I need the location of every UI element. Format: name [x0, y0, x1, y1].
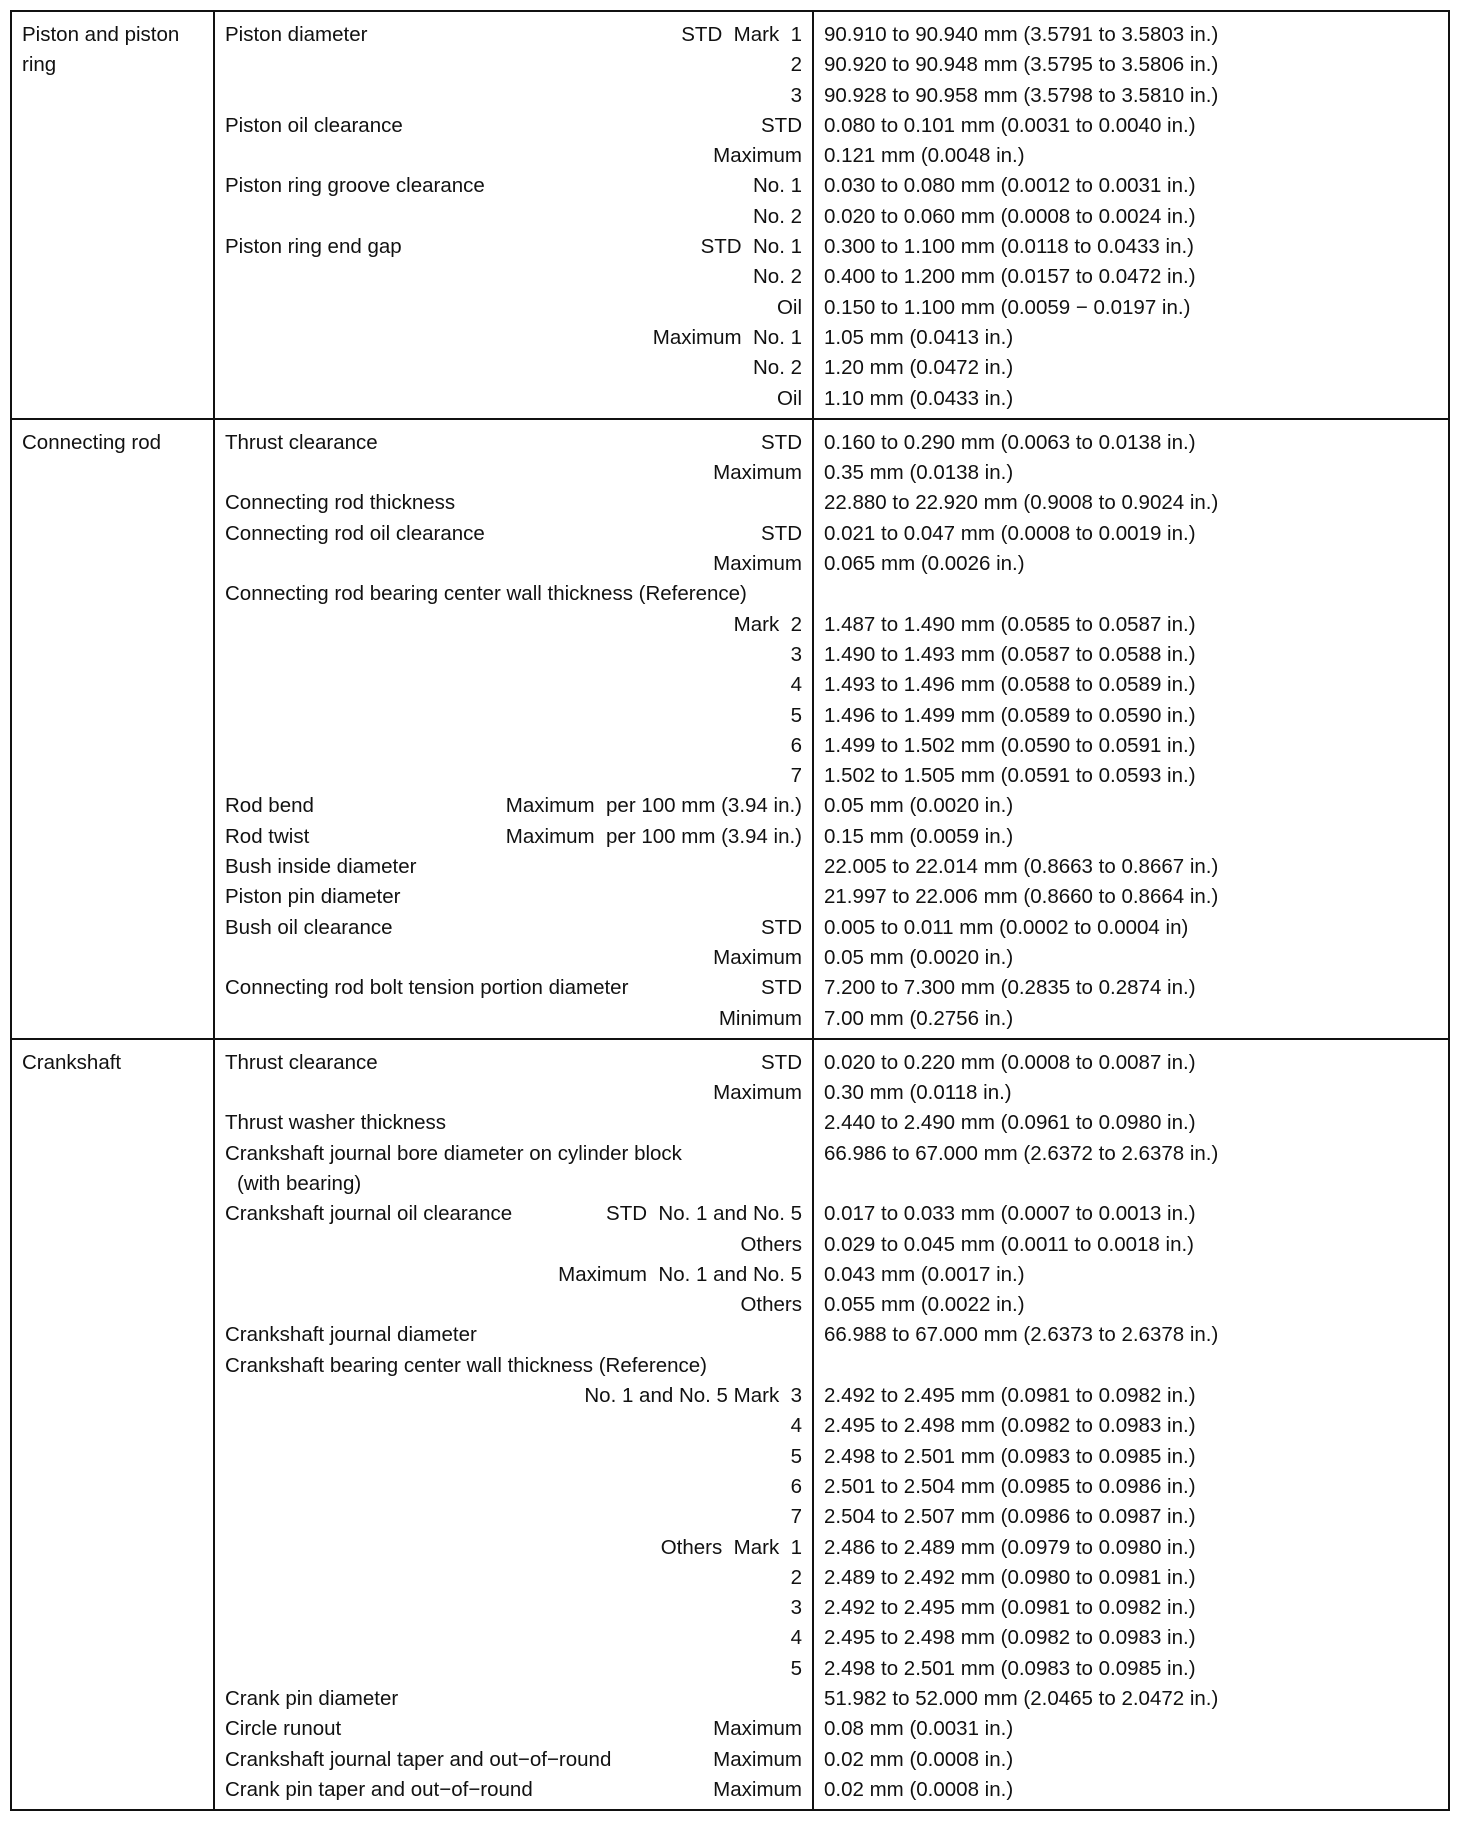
spec-table: [10, 10, 1450, 1811]
spec-value: 0.030 to 0.080 mm (0.0012 to 0.0031 in.): [824, 174, 1196, 198]
condition-label: 4: [790, 1626, 802, 1650]
spec-value: 1.20 mm (0.0472 in.): [824, 356, 1014, 380]
item-label: (with bearing): [237, 1171, 362, 1195]
condition-label: Mark 2: [733, 612, 802, 636]
spec-row: [225, 610, 802, 640]
spec-row: [225, 1199, 802, 1229]
spec-row: [225, 1381, 802, 1411]
spec-row: [225, 1775, 802, 1805]
spec-value: 0.15 mm (0.0059 in.): [824, 824, 1014, 848]
item-label: Circle runout: [225, 1717, 342, 1741]
spec-row: [225, 1714, 802, 1744]
condition-label: STD: [761, 113, 802, 137]
spec-row: [225, 1169, 802, 1199]
item-cell: [214, 419, 813, 1039]
spec-row: [225, 428, 802, 458]
condition-label: Maximum per 100 mm (3.94 in.): [505, 794, 802, 818]
item-label: Crank pin diameter: [225, 1687, 399, 1711]
category-label: Piston and piston ring: [22, 23, 180, 77]
condition-label: No. 1 and No. 5 Mark 3: [584, 1384, 802, 1408]
spec-value: 0.05 mm (0.0020 in.): [824, 794, 1014, 818]
condition-label: No. 1: [753, 174, 802, 198]
spec-row: [225, 81, 802, 111]
category-label: Connecting rod: [22, 430, 162, 454]
spec-row: [225, 519, 802, 549]
spec-value: 2.440 to 2.490 mm (0.0961 to 0.0980 in.): [824, 1111, 1196, 1135]
spec-row: [225, 731, 802, 761]
condition-label: STD: [761, 1050, 802, 1074]
spec-row: [225, 20, 802, 50]
spec-row: [225, 1684, 802, 1714]
spec-row: [225, 111, 802, 141]
spec-value: [824, 1351, 1438, 1381]
condition-label: STD: [761, 976, 802, 1000]
spec-row: [225, 1290, 802, 1320]
spec-value: 0.020 to 0.060 mm (0.0008 to 0.0024 in.): [824, 204, 1196, 228]
spec-row: [225, 640, 802, 670]
condition-label: Others: [740, 1293, 802, 1317]
condition-label: No. 2: [753, 356, 802, 380]
spec-value: 0.30 mm (0.0118 in.): [824, 1081, 1012, 1105]
item-label: Piston ring end gap: [225, 235, 402, 259]
spec-value: 0.300 to 1.100 mm (0.0118 to 0.0433 in.): [824, 235, 1195, 259]
condition-label: Maximum per 100 mm (3.94 in.): [505, 824, 802, 848]
spec-row: [225, 353, 802, 383]
section-piston-and-piston-ring: [11, 11, 1449, 419]
spec-value: 2.492 to 2.495 mm (0.0981 to 0.0982 in.): [824, 1384, 1196, 1408]
spec-row: [225, 1411, 802, 1441]
condition-label: 5: [790, 703, 802, 727]
spec-value: 7.200 to 7.300 mm (0.2835 to 0.2874 in.): [824, 976, 1196, 1000]
spec-row: [225, 761, 802, 791]
spec-value: 2.498 to 2.501 mm (0.0983 to 0.0985 in.): [824, 1656, 1196, 1680]
spec-value: 2.486 to 2.489 mm (0.0979 to 0.0980 in.): [824, 1535, 1196, 1559]
spec-row: [225, 852, 802, 882]
spec-row: [225, 1078, 802, 1108]
condition-label: 3: [790, 83, 802, 107]
condition-label: Maximum: [713, 1717, 802, 1741]
spec-value: 0.02 mm (0.0008 in.): [824, 1747, 1014, 1771]
spec-row: [225, 1351, 802, 1381]
spec-value: 0.065 mm (0.0026 in.): [824, 552, 1025, 576]
spec-row: [225, 1654, 802, 1684]
condition-label: 3: [790, 1596, 802, 1620]
spec-value: 0.017 to 0.033 mm (0.0007 to 0.0013 in.): [824, 1202, 1196, 1226]
item-label: Piston oil clearance: [225, 113, 403, 137]
spec-row: [225, 171, 802, 201]
condition-label: Maximum: [713, 552, 802, 576]
spec-row: [225, 1320, 802, 1350]
spec-row: [225, 701, 802, 731]
spec-row: [225, 913, 802, 943]
condition-label: No. 2: [753, 265, 802, 289]
spec-value: 2.489 to 2.492 mm (0.0980 to 0.0981 in.): [824, 1565, 1196, 1589]
spec-value: 0.080 to 0.101 mm (0.0031 to 0.0040 in.): [824, 113, 1196, 137]
spec-value: 0.160 to 0.290 mm (0.0063 to 0.0138 in.): [824, 430, 1196, 454]
spec-value: 90.920 to 90.948 mm (3.5795 to 3.5806 in.): [824, 53, 1219, 77]
item-label: Thrust clearance: [225, 1050, 378, 1074]
spec-row: [225, 141, 802, 171]
item-label: Piston ring groove clearance: [225, 174, 485, 198]
item-label: Crankshaft bearing center wall thickness (Reference): [225, 1353, 707, 1377]
spec-value: 90.928 to 90.958 mm (3.5798 to 3.5810 in.): [824, 83, 1219, 107]
spec-row: [225, 1139, 802, 1169]
spec-row: [225, 323, 802, 353]
spec-row: [225, 488, 802, 518]
condition-label: 4: [790, 1414, 802, 1438]
spec-value: 66.988 to 67.000 mm (2.6373 to 2.6378 in.): [824, 1323, 1219, 1347]
item-label: Rod bend: [225, 794, 314, 818]
spec-value: 21.997 to 22.006 mm (0.8660 to 0.8664 in.): [824, 885, 1219, 909]
spec-value: 0.020 to 0.220 mm (0.0008 to 0.0087 in.): [824, 1050, 1196, 1074]
condition-label: Others Mark 1: [660, 1535, 802, 1559]
spec-value: 0.08 mm (0.0031 in.): [824, 1717, 1014, 1741]
spec-row: [225, 1593, 802, 1623]
item-label: Crankshaft journal diameter: [225, 1323, 477, 1347]
condition-label: Oil: [776, 295, 802, 319]
condition-label: 6: [790, 1474, 802, 1498]
spec-value: 2.495 to 2.498 mm (0.0982 to 0.0983 in.): [824, 1626, 1196, 1650]
section-crankshaft: [11, 1039, 1449, 1810]
condition-label: 5: [790, 1444, 802, 1468]
spec-row: [225, 1502, 802, 1532]
spec-row: [225, 882, 802, 912]
item-label: Crank pin taper and out−of−round: [225, 1777, 533, 1801]
spec-value: 2.501 to 2.504 mm (0.0985 to 0.0986 in.): [824, 1474, 1196, 1498]
spec-value: [824, 1169, 1438, 1199]
condition-label: STD No. 1 and No. 5: [606, 1202, 802, 1226]
item-label: Bush inside diameter: [225, 855, 417, 879]
condition-label: Maximum: [713, 144, 802, 168]
spec-row: [225, 1108, 802, 1138]
value-cell: [813, 1039, 1449, 1810]
condition-label: Maximum: [713, 461, 802, 485]
spec-value: 7.00 mm (0.2756 in.): [824, 1006, 1014, 1030]
spec-row: [225, 1048, 802, 1078]
condition-label: Others: [740, 1232, 802, 1256]
condition-label: 2: [790, 1565, 802, 1589]
item-label: Rod twist: [225, 824, 310, 848]
spec-row: [225, 202, 802, 232]
spec-row: [225, 791, 802, 821]
category-label: Crankshaft: [22, 1050, 122, 1074]
spec-value: 2.495 to 2.498 mm (0.0982 to 0.0983 in.): [824, 1414, 1196, 1438]
condition-label: Maximum: [713, 1081, 802, 1105]
spec-value: 1.496 to 1.499 mm (0.0589 to 0.0590 in.): [824, 703, 1196, 727]
spec-value: 1.502 to 1.505 mm (0.0591 to 0.0593 in.): [824, 764, 1196, 788]
spec-value: 0.02 mm (0.0008 in.): [824, 1777, 1014, 1801]
item-cell: [214, 11, 813, 419]
spec-value: 0.400 to 1.200 mm (0.0157 to 0.0472 in.): [824, 265, 1196, 289]
spec-value: 1.10 mm (0.0433 in.): [824, 386, 1014, 410]
spec-value: 0.043 mm (0.0017 in.): [824, 1262, 1025, 1286]
value-cell: [813, 419, 1449, 1039]
condition-label: Minimum: [718, 1006, 802, 1030]
condition-label: STD No. 1: [700, 235, 802, 259]
spec-value: 0.005 to 0.011 mm (0.0002 to 0.0004 in): [824, 915, 1189, 939]
condition-label: Oil: [776, 386, 802, 410]
spec-row: [225, 670, 802, 700]
spec-row: [225, 1004, 802, 1034]
spec-value: 2.498 to 2.501 mm (0.0983 to 0.0985 in.): [824, 1444, 1196, 1468]
spec-value: 0.021 to 0.047 mm (0.0008 to 0.0019 in.): [824, 521, 1196, 545]
spec-value: [824, 579, 1438, 609]
spec-value: 66.986 to 67.000 mm (2.6372 to 2.6378 in.): [824, 1141, 1219, 1165]
spec-row: [225, 50, 802, 80]
spec-row: [225, 293, 802, 323]
item-label: Connecting rod bolt tension portion diameter: [225, 976, 629, 1000]
condition-label: STD: [761, 915, 802, 939]
item-label: Thrust washer thickness: [225, 1111, 447, 1135]
condition-label: Maximum: [713, 945, 802, 969]
spec-value: 90.910 to 90.940 mm (3.5791 to 3.5803 in.): [824, 23, 1219, 46]
condition-label: No. 2: [753, 204, 802, 228]
spec-value: 22.005 to 22.014 mm (0.8663 to 0.8667 in.): [824, 855, 1219, 879]
spec-row: [225, 1260, 802, 1290]
condition-label: Maximum: [713, 1747, 802, 1771]
item-label: Piston pin diameter: [225, 885, 401, 909]
value-cell: [813, 11, 1449, 419]
spec-value: 0.029 to 0.045 mm (0.0011 to 0.0018 in.): [824, 1232, 1195, 1256]
spec-value: 1.490 to 1.493 mm (0.0587 to 0.0588 in.): [824, 642, 1196, 666]
condition-label: 6: [790, 733, 802, 757]
item-label: Bush oil clearance: [225, 915, 393, 939]
item-label: Connecting rod thickness: [225, 491, 456, 515]
spec-row: [225, 1745, 802, 1775]
spec-row: [225, 458, 802, 488]
spec-value: 0.35 mm (0.0138 in.): [824, 461, 1014, 485]
spec-row: [225, 384, 802, 414]
spec-value: 51.982 to 52.000 mm (2.0465 to 2.0472 in.): [824, 1687, 1219, 1711]
spec-row: [225, 822, 802, 852]
spec-row: [225, 1442, 802, 1472]
spec-row: [225, 549, 802, 579]
spec-row: [225, 1623, 802, 1653]
spec-value: 0.150 to 1.100 mm (0.0059 − 0.0197 in.): [824, 295, 1191, 319]
category-cell: [11, 11, 214, 419]
item-label: Crankshaft journal taper and out−of−round: [225, 1747, 612, 1771]
spec-row: [225, 1533, 802, 1563]
spec-value: 0.05 mm (0.0020 in.): [824, 945, 1014, 969]
condition-label: Maximum: [713, 1777, 802, 1801]
condition-label: STD: [761, 430, 802, 454]
spec-row: [225, 1563, 802, 1593]
spec-row: [225, 1230, 802, 1260]
category-cell: [11, 1039, 214, 1810]
spec-value: 1.493 to 1.496 mm (0.0588 to 0.0589 in.): [824, 673, 1196, 697]
item-label: Thrust clearance: [225, 430, 378, 454]
category-cell: [11, 419, 214, 1039]
spec-row: [225, 973, 802, 1003]
spec-row: [225, 262, 802, 292]
item-label: Piston diameter: [225, 23, 368, 46]
condition-label: Maximum No. 1: [652, 325, 802, 349]
spec-value: 0.055 mm (0.0022 in.): [824, 1293, 1025, 1317]
section-connecting-rod: [11, 419, 1449, 1039]
spec-row: [225, 943, 802, 973]
spec-value: 0.121 mm (0.0048 in.): [824, 144, 1025, 168]
spec-body: [11, 11, 1449, 1810]
spec-value: 22.880 to 22.920 mm (0.9008 to 0.9024 in.): [824, 491, 1219, 515]
item-label: Crankshaft journal bore diameter on cylinder block: [225, 1141, 682, 1165]
spec-value: 1.499 to 1.502 mm (0.0590 to 0.0591 in.): [824, 733, 1196, 757]
spec-value: 2.492 to 2.495 mm (0.0981 to 0.0982 in.): [824, 1596, 1196, 1620]
spec-value: 1.05 mm (0.0413 in.): [824, 325, 1014, 349]
spec-row: [225, 1472, 802, 1502]
condition-label: 7: [790, 1505, 802, 1529]
item-label: Connecting rod oil clearance: [225, 521, 485, 545]
spec-value: 1.487 to 1.490 mm (0.0585 to 0.0587 in.): [824, 612, 1196, 636]
spec-value: 2.504 to 2.507 mm (0.0986 to 0.0987 in.): [824, 1505, 1196, 1529]
condition-label: 7: [790, 764, 802, 788]
condition-label: 4: [790, 673, 802, 697]
item-cell: [214, 1039, 813, 1810]
condition-label: 3: [790, 642, 802, 666]
item-label: Crankshaft journal oil clearance: [225, 1202, 513, 1226]
condition-label: 5: [790, 1656, 802, 1680]
spec-row: [225, 232, 802, 262]
condition-label: STD Mark 1: [681, 23, 802, 46]
condition-label: Maximum No. 1 and No. 5: [558, 1262, 802, 1286]
condition-label: STD: [761, 521, 802, 545]
condition-label: 2: [790, 53, 802, 77]
spec-row: [225, 579, 802, 609]
item-label: Connecting rod bearing center wall thickness (Reference): [225, 582, 747, 606]
